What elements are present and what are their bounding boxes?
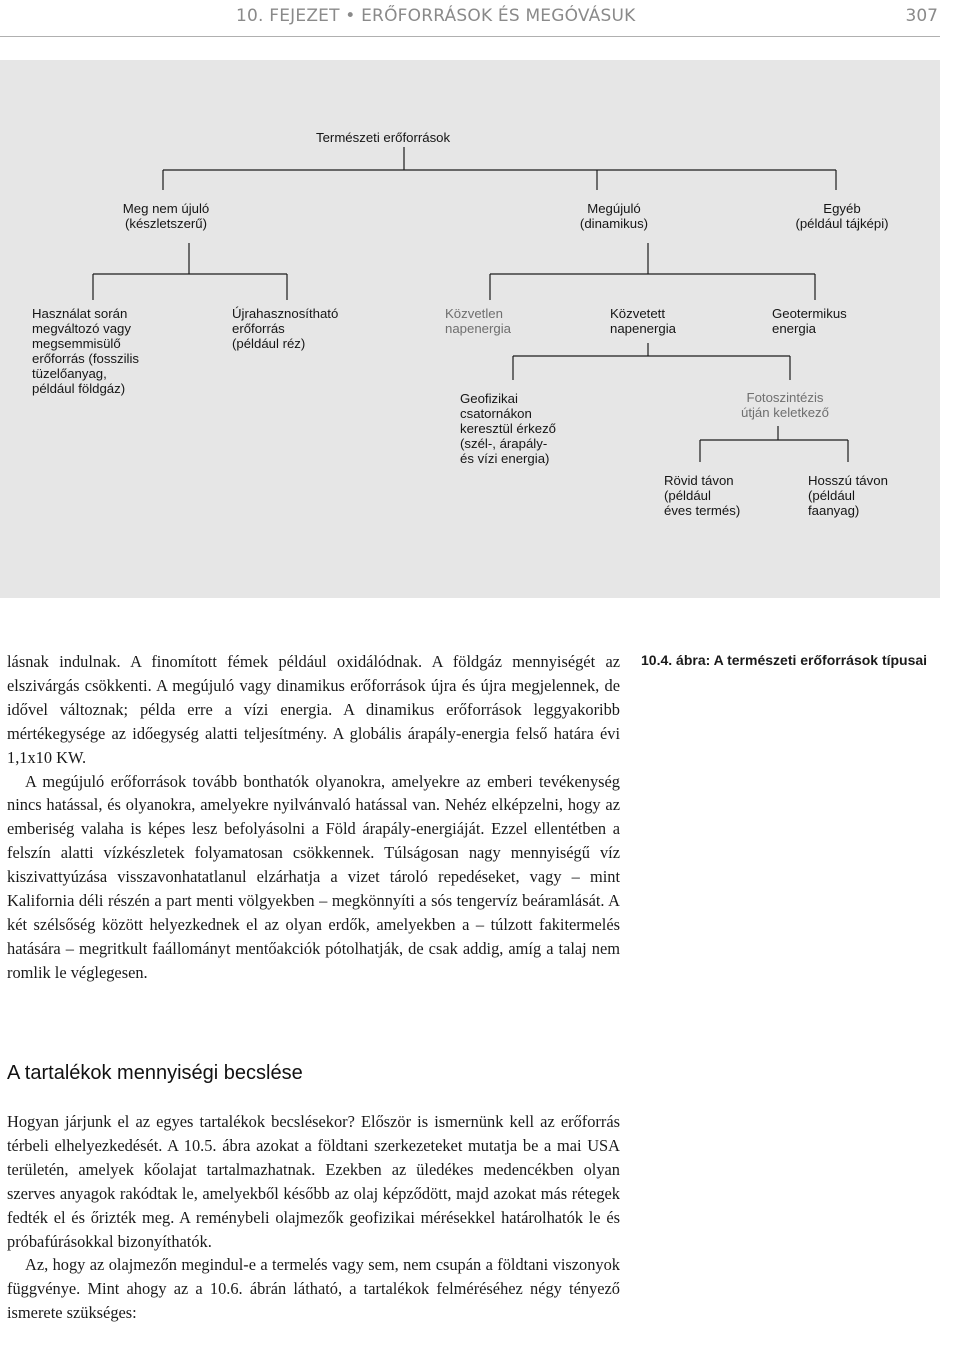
paragraph: Az, hogy az olajmezőn megindul-e a termelés vagy sem, nem csupán a földtani viszonyok függvénye. Mint ahogy az a 10.6. ábrán látható, a tartalékok felméréséhez négy tényező ismerete szükséges: xyxy=(7,1255,620,1323)
resource-types-diagram xyxy=(0,60,940,598)
chapter-title: 10. FEJEZET • ERŐFORRÁSOK ÉS MEGÓVÁSUK xyxy=(236,6,636,26)
section-heading: A tartalékok mennyiségi becslése xyxy=(7,1062,303,1084)
node-renewable: Megújuló (dinamikus) xyxy=(579,201,649,231)
node-other: Egyéb (például tájképi) xyxy=(795,201,889,231)
node-geophysical: Geofizikai csatornákon keresztül érkező (szél-, árapály- és vízi energia) xyxy=(460,391,557,466)
node-natural-resources: Természeti erőforrások xyxy=(316,130,451,145)
node-indirect-solar: Közvetett napenergia xyxy=(610,306,676,336)
page-number: 307 xyxy=(905,6,938,26)
node-direct-solar: Közvetlen napenergia xyxy=(445,306,511,336)
node-long-term: Hosszú távon (például faanyag) xyxy=(808,473,888,518)
body-text-lower xyxy=(7,1110,620,1325)
node-photosynthesis: Fotoszintézis útján keletkező xyxy=(741,390,829,420)
node-short-term: Rövid távon (például éves termés) xyxy=(664,473,741,518)
paragraph: lásnak indulnak. A finomított fémek például oxidálódnak. A földgáz mennyiségét az elszivárgás csökkenti. A megújuló vagy dinamikus erőforrások újra és újra megjelennek, de idővel változnak; példa erre a vízi energia. A dinamikus erőforrások leggyakoribb mértékegysége az időegység alatti teljesítmény. A globális árapály-energia felső határa évi 1,1x10 KW. xyxy=(7,652,620,767)
body-text-upper xyxy=(7,650,620,985)
figure-caption: 10.4. ábra: A természeti erőforrások típusai xyxy=(641,652,928,668)
paragraph: Hogyan járjunk el az egyes tartalékok becslésekor? Először is ismernünk kell az erőforrás térbeli elhelyezkedését. A 10.5. ábra azokat a földtani szerkezeteket mutatja be a mai USA területén, amelyek kőolajat tartalmazhatnak. Ezekben az üledékes medencékben olyan szerves anyagok rakódtak le, amelyekből később az olaj képződött, majd azokat más rétegek fedték el és őrizték meg. A reménybeli olajmezők geofizikai mérésekkel határolhatók le és próbafúrásokkal bizonyíthatók. xyxy=(7,1112,620,1251)
paragraph: A megújuló erőforrások tovább bonthatók olyanokra, amelyekre az emberi tevékenység nincs hatással, és olyanokra, amelyekre nyilvánvaló hatással van. Nehéz elképzelni, hogy az emberiség valaha is képes lesz befolyásolni a Föld árapály-energiáját. Ezzel ellentétben a felszín alatti vízkészletek folyamatosan csökkennek. Túlságosan nagy mennyiségű víz kiszivattyúzása visszavonhatatlanul elzárhatja a vizet tároló repedéseket, vagy – mint Kalifornia déli részén a part menti völgyekben – megkönnyíti a sós tengervíz beáramlását. A két szélsőség között helyezkednek el az olyan erdők, amelyekben a – túlzott fakitermelés hatására – megritkult faállományt mentőakciók pótolhatják, de csak addig, amíg a talaj nem romlik le véglegesen. xyxy=(7,771,620,982)
node-geothermal: Geotermikus energia xyxy=(772,306,847,336)
node-consumed-resource: Használat során megváltozó vagy megsemmisülő erőforrás (fosszilis tüzelőanyag, például földgáz) xyxy=(32,306,139,396)
node-recyclable-resource: Újrahasznosítható erőforrás (például réz) xyxy=(232,306,339,351)
header-rule xyxy=(0,36,940,37)
node-nonrenewable: Meg nem újuló (készletszerű) xyxy=(122,201,210,231)
